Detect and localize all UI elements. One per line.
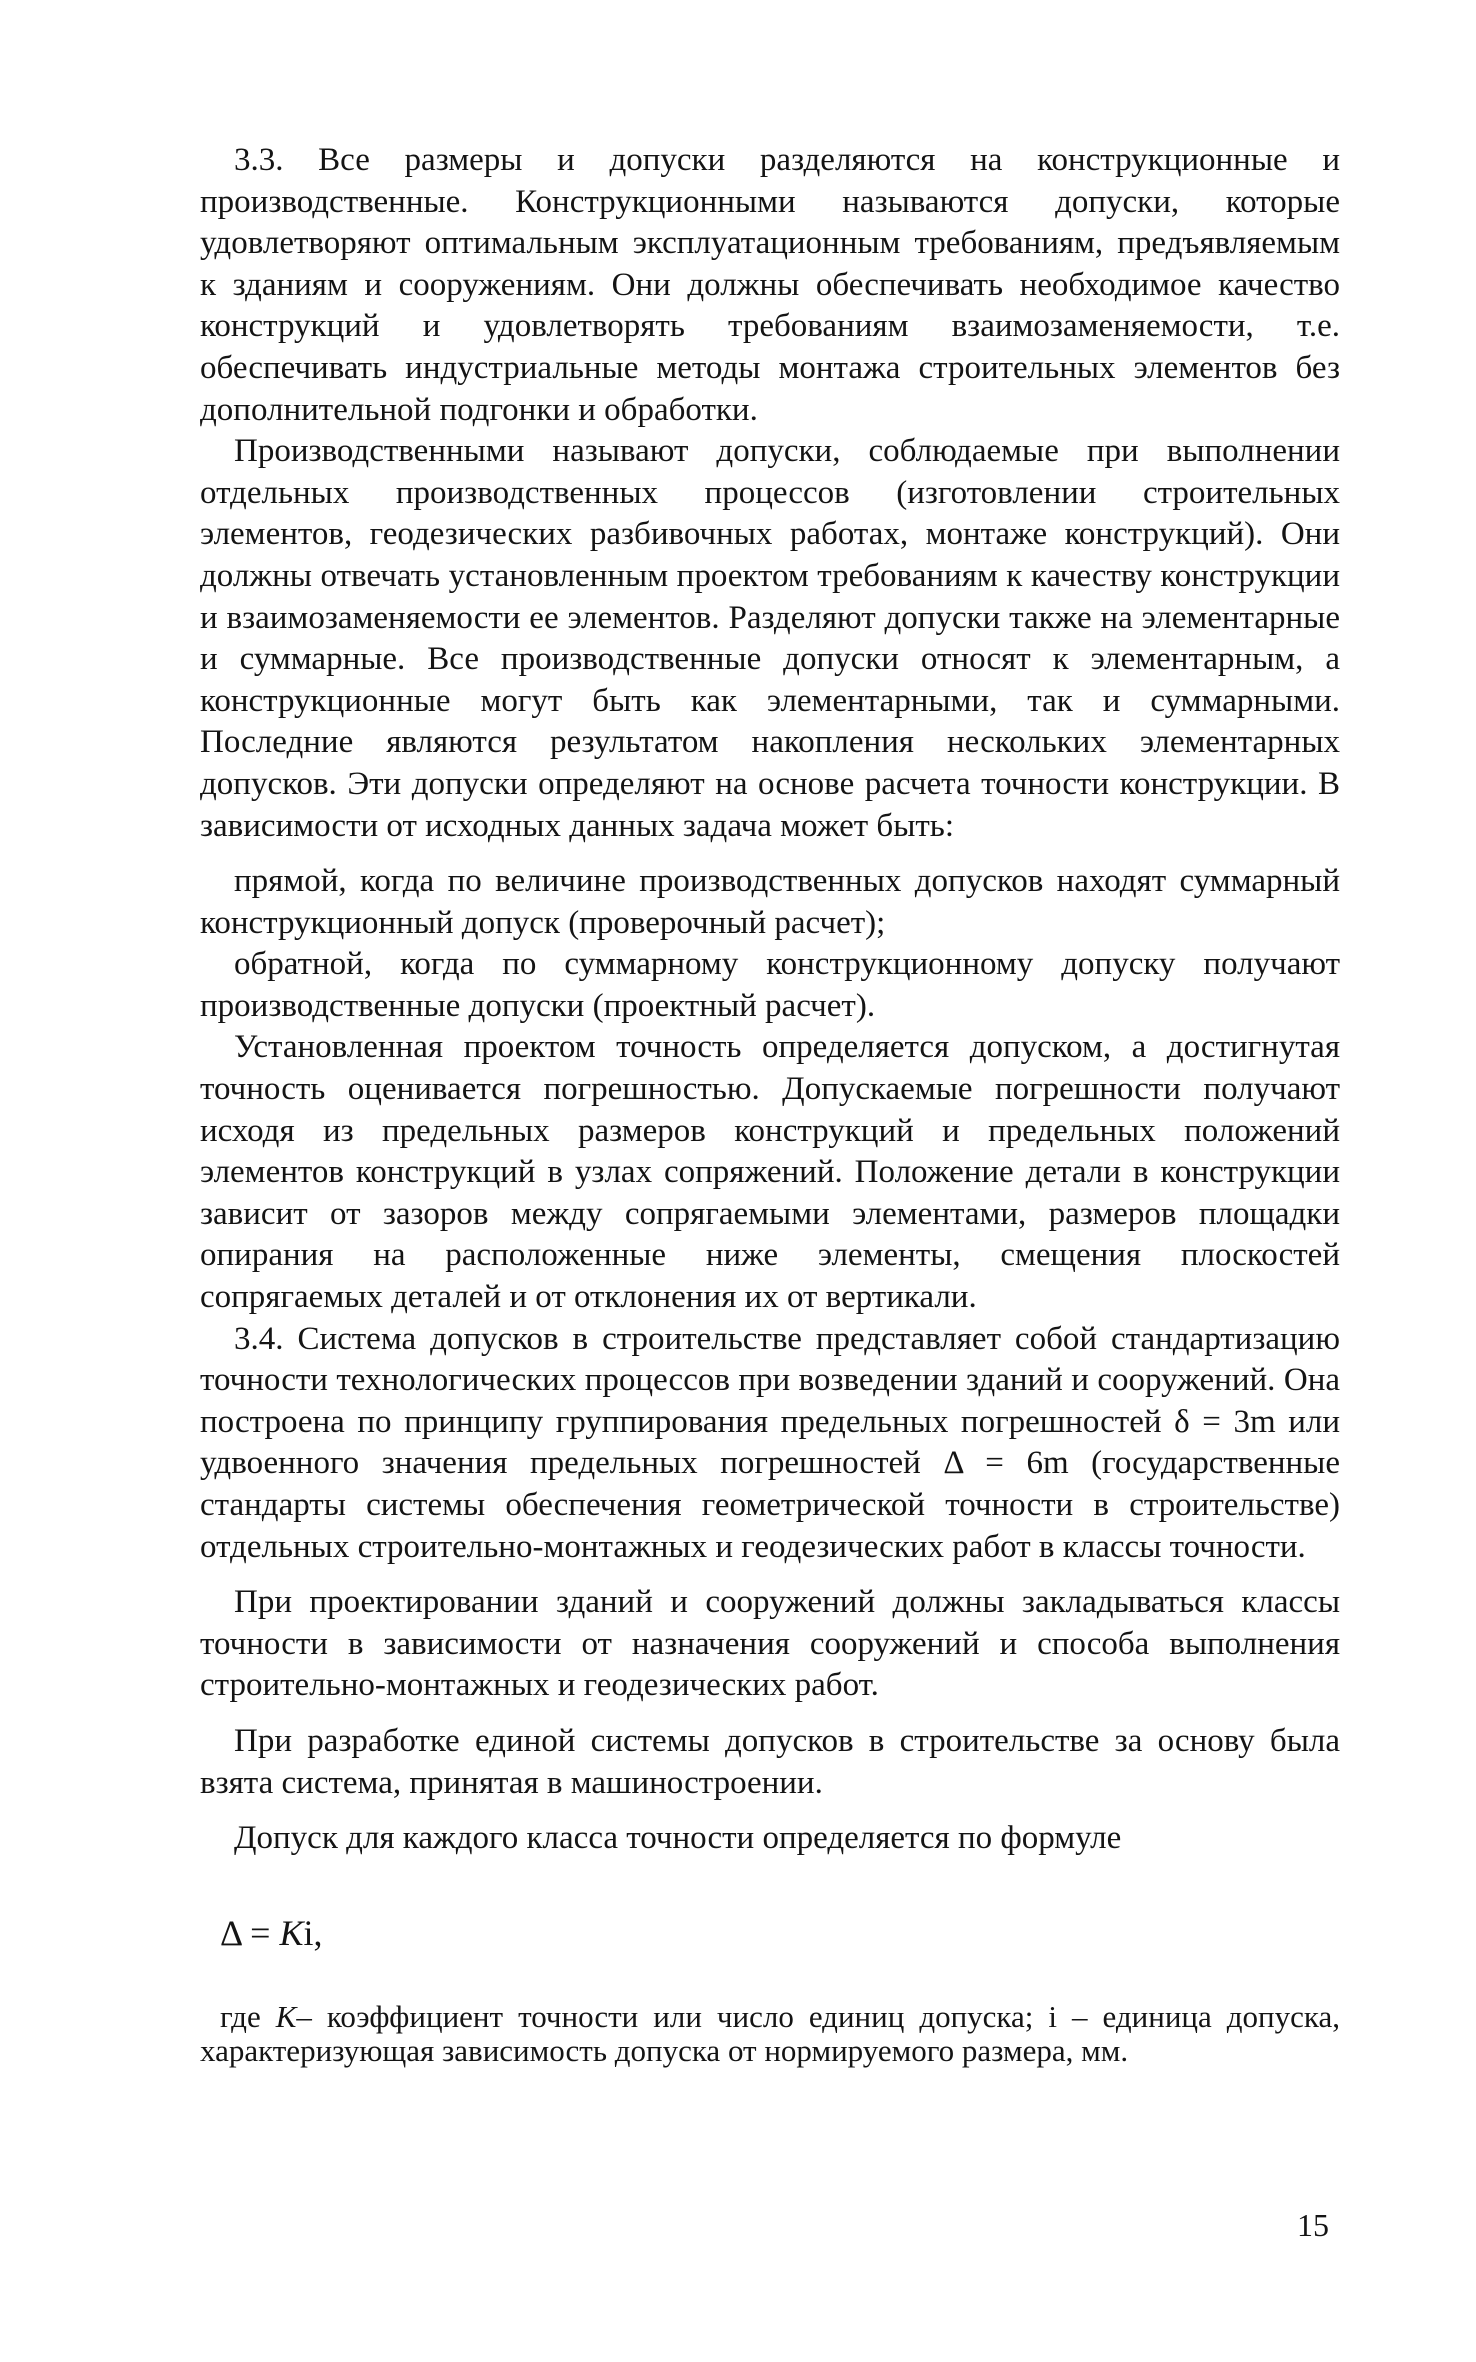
formula-right: i, [303,1912,323,1953]
page-number: 15 [1297,2207,1329,2243]
paragraph-formula-intro: Допуск для каждого класса точности определяется по формуле [234,1820,1122,1857]
formula-coefficient: K [279,1912,304,1953]
formula-left: Δ = [220,1912,280,1953]
explanation-text: – коэффициент точности или число единиц допуска; i – единица допуска, характеризующая зависимость допуска от нормируемого размера, мм. [200,1998,1340,2068]
paragraph-3-3: 3.3. Все размеры и допуски разделяются на конструкционные и производственные. Конструкционными называются допуски, которые удовлетворяют оптимальным эксплуатационным требованиям, предъявляемым к зданиям и сооружениям. Они должны обеспечивать необходимое качество конструкций и удовлетворять требованиям взаимозаменяемости, т.е. обеспечивать индустриальные методы монтажа строительных элементов без дополнительной подгонки и обработки. [200,142,1340,428]
formula-explanation [200,2000,1340,2068]
tolerance-formula [200,1912,1340,1954]
paragraph-inverse-task: обратной, когда по суммарному конструкционному допуску получают производственные допуски (проектный расчет). [200,946,1340,1024]
page-body [200,140,1340,2068]
paragraph-unified-system: При разработке единой системы допусков в строительстве за основу была взята система, принятая в машиностроении. [200,1722,1340,1801]
paragraph-3-4: 3.4. Система допусков в строительстве представляет собой стандартизацию точности технологических процессов при возведении зданий и сооружений. Она построена по принципу группирования предельных погрешностей δ = 3m или удвоенного значения предельных погрешностей Δ = 6m (государственные стандарты системы обеспечения геометрической точности в строительстве) отдельных строительно-монтажных и геодезических работ в классы точности. [200,1320,1340,1565]
explanation-coefficient: K [275,1998,297,2034]
paragraph-design-classes: При проектировании зданий и сооружений должны закладываться классы точности в зависимости от назначения сооружений и способа выполнения строительно-монтажных и геодезических работ. [200,1584,1340,1704]
paragraph-production-tolerances: Производственными называют допуски, соблюдаемые при выполнении отдельных производственных процессов (изготовлении строительных элементов, геодезических разбивочных работах, монтаже конструкций). Они должны отвечать установленным проектом требованиям к качеству конструкции и взаимозаменяемости ее элементов. Разделяют допуски также на элементарные и суммарные. Все производственные допуски относят к элементарным, а конструкционные могут быть как элементарными, так и суммарными. Последние являются результатом накопления нескольких элементарных допусков. Эти допуски определяют на основе расчета точности конструкции. В зависимости от исходных данных задача может быть: [200,433,1340,844]
paragraph-direct-task: прямой, когда по величине производственных допусков находят суммарный конструкционный допуск (проверочный расчет); [200,863,1340,941]
explanation-prefix: где [220,1998,276,2034]
paragraph-accuracy: Установленная проектом точность определяется допуском, а достигнутая точность оценивается погрешностью. Допускаемые погрешности получают исходя из предельных размеров конструкций и предельных положений элементов конструкций в узлах сопряжений. Положение детали в конструкции зависит от зазоров между сопрягаемыми элементами, размеров площадки опирания на расположенные ниже элементы, смещения плоскостей сопрягаемых деталей и от отклонения их от вертикали. [200,1029,1340,1316]
